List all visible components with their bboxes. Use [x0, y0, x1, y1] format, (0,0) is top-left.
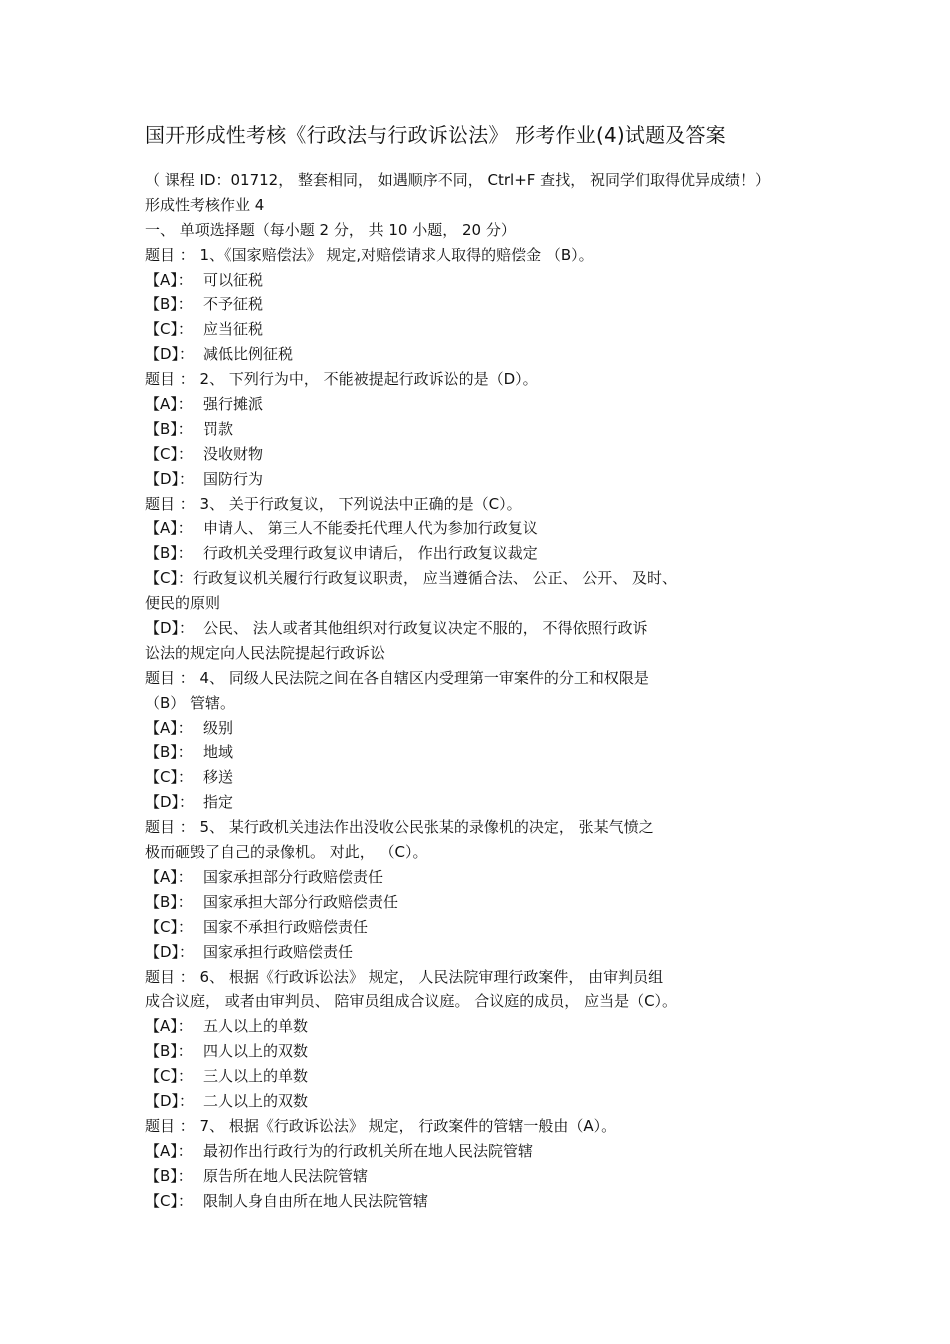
option-a: 【A】： 五人以上的单数: [145, 1017, 309, 1036]
option-a: 【A】： 强行摊派: [145, 395, 264, 414]
option-b: 【B】： 罚款: [145, 419, 234, 438]
question-stem: 题目 ： 7、 根据《行政诉讼法》 规定， 行政案件的管辖一般由（A）。: [145, 1116, 617, 1135]
assignment-heading: 形成性考核作业 4: [145, 195, 265, 214]
option-c: 【C】： 移送: [145, 768, 234, 787]
option-b: 【B】： 四人以上的双数: [145, 1042, 309, 1061]
option-b: 【B】： 原告所在地人民法院管辖: [145, 1166, 369, 1185]
option-d: 【D】： 二人以上的双数: [145, 1091, 309, 1110]
question-stem-continued: （B） 管辖。: [145, 693, 236, 712]
option-a: 【A】： 申请人、 第三人不能委托代理人代为参加行政复议: [145, 519, 538, 538]
option-a: 【A】： 可以征税: [145, 270, 264, 289]
question-stem: 题目 ： 3、 关于行政复议， 下列说法中正确的是（C）。: [145, 494, 522, 513]
option-b: 【B】： 国家承担大部分行政赔偿责任: [145, 892, 399, 911]
option-a: 【A】： 国家承担部分行政赔偿责任: [145, 867, 384, 886]
option-d: 【D】： 减低比例征税: [145, 345, 294, 364]
document-title: 国开形成性考核《行政法与行政诉讼法》 形考作业(4)试题及答案: [145, 123, 726, 147]
option-b: 【B】： 行政机关受理行政复议申请后， 作出行政复议裁定: [145, 544, 538, 563]
question-stem: 题目 ： 5、 某行政机关违法作出没收公民张某的录像机的决定， 张某气愤之: [145, 818, 654, 837]
question-1: [145, 243, 845, 367]
option-c: 【C】： 没收财物: [145, 444, 264, 463]
document-body: [145, 168, 845, 1213]
question-stem: 题目 ： 2、 下列行为中， 不能被提起行政诉讼的是（D）。: [145, 370, 538, 389]
option-c: 【C】：行政复议机关履行行政复议职责， 应当遵循合法、 公正、 公开、 及时、: [145, 569, 678, 588]
option-c: 【C】： 三人以上的单数: [145, 1067, 309, 1086]
option-c: 【C】： 限制人身自由所在地人民法院管辖: [145, 1191, 429, 1210]
option-d: 【D】： 国家承担行政赔偿责任: [145, 942, 354, 961]
course-notice: （ 课程 ID：01712， 整套相同， 如遇顺序不同， Ctrl+F 查找， 祝同学们取得优异成绩！）: [145, 171, 770, 189]
option-c-continued: 便民的原则: [145, 594, 221, 613]
option-d: 【D】： 指定: [145, 793, 234, 812]
option-d: 【D】： 公民、 法人或者其他组织对行政复议决定不服的， 不得依照行政诉: [145, 619, 648, 638]
question-stem: 题目 ： 6、 根据《行政诉讼法》 规定， 人民法院审理行政案件， 由审判员组: [145, 967, 664, 986]
option-d-continued: 讼法的规定向人民法院提起行政诉讼: [145, 643, 386, 662]
question-5: [145, 815, 845, 964]
question-4: [145, 666, 845, 815]
option-b: 【B】： 不予征税: [145, 295, 264, 314]
question-3: [145, 492, 845, 666]
option-a: 【A】： 级别: [145, 718, 234, 737]
option-c: 【C】： 国家不承担行政赔偿责任: [145, 917, 369, 936]
question-2: [145, 367, 845, 491]
question-stem: 题目 ： 1、《国家赔偿法》 规定,对赔偿请求人取得的赔偿金 （B）。: [145, 245, 594, 264]
question-stem-continued: 极而砸毁了自己的录像机。 对此， （C）。: [145, 843, 428, 862]
question-stem: 题目 ： 4、 同级人民法院之间在各自辖区内受理第一审案件的分工和权限是: [145, 668, 649, 687]
option-a: 【A】： 最初作出行政行为的行政机关所在地人民法院管辖: [145, 1141, 534, 1160]
question-stem-continued: 成合议庭， 或者由审判员、 陪审员组成合议庭。 合议庭的成员， 应当是（C）。: [145, 992, 678, 1011]
option-b: 【B】： 地域: [145, 743, 234, 762]
option-d: 【D】： 国防行为: [145, 469, 264, 488]
question-7: [145, 1114, 845, 1214]
section-heading: 一、 单项选择题（每小题 2 分， 共 10 小题， 20 分）: [145, 220, 516, 239]
question-6: [145, 965, 845, 1114]
option-c: 【C】： 应当征税: [145, 320, 264, 339]
